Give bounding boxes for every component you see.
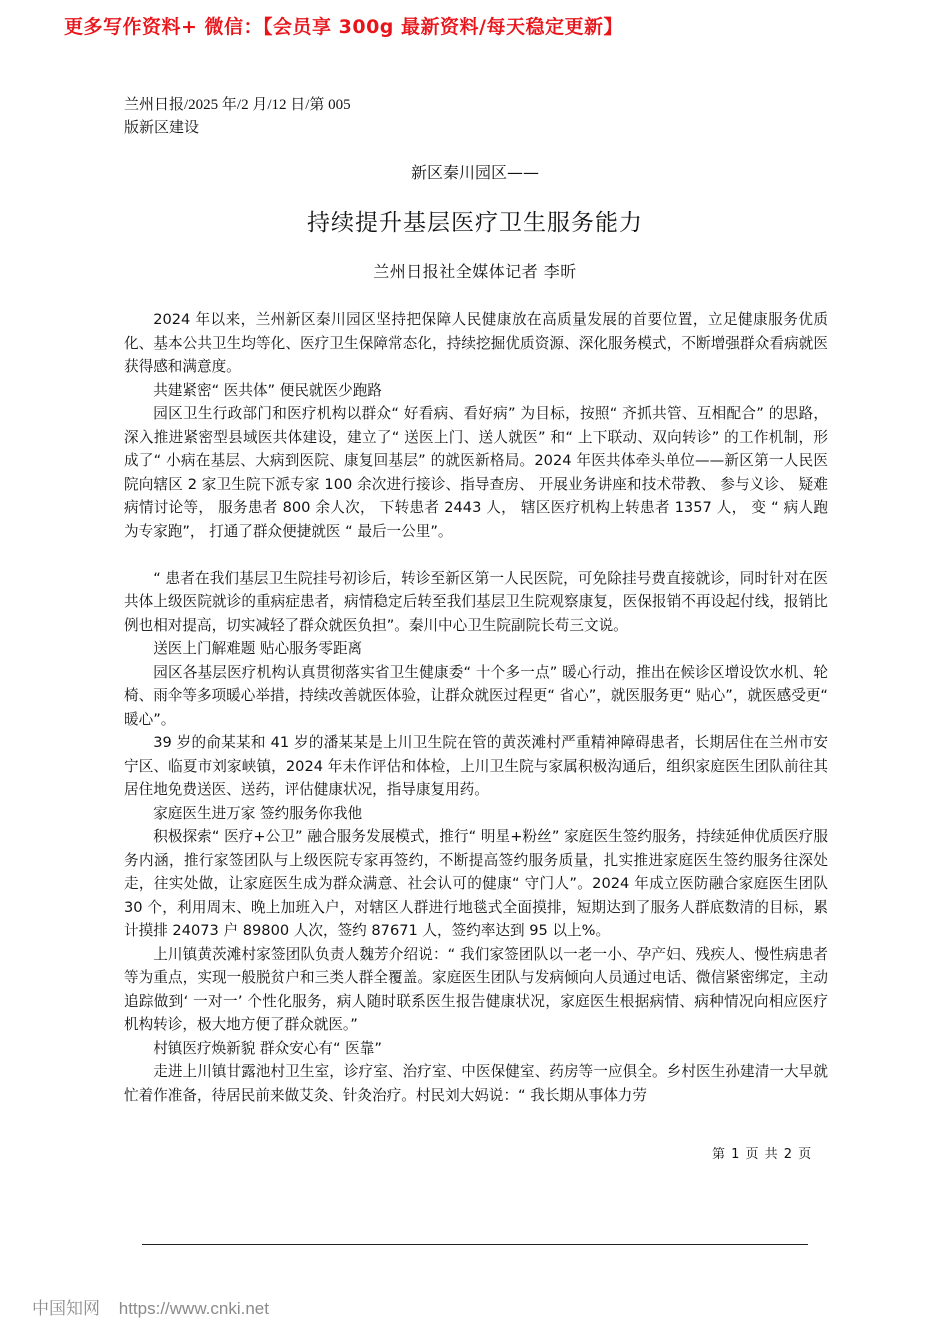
section-heading: 村镇医疗焕新貌 群众安心有“ 医靠” — [153, 1039, 382, 1057]
article-kicker: 新区秦川园区—— — [410, 163, 539, 182]
cnki-url: https://www.cnki.net — [118, 1299, 269, 1318]
article-headline: 持续提升基层医疗卫生服务能力 — [307, 210, 643, 236]
cnki-logo-text: 中国知网 — [32, 1299, 100, 1319]
section-heading: 送医上门解难题 贴心服务零距离 — [153, 640, 363, 657]
paragraph-quote: 上川镇黄茨滩村家签团队负责人魏芳介绍说：“ 我们家签团队以一老一小、孕产妇、残疾人、慢性病患者等为重点，实现一般脱贫户和三类人群全覆盖。家庭医生团队与发病倾向人员通过电话、微信紧密绑定，主动追踪做到‘ 一对一’ 个性化服务，病人随时联系医生报告健康状况，家庭医生根据病情、病种情况向相应医疗机构转诊，极大地方便了群众就医。” — [124, 945, 828, 1033]
paragraph: 园区各基层医疗机构认真贯彻落实省卫生健康委“ 十个多一点” 暖心行动，推出在候诊区增设饮水机、轮椅、雨伞等多项暖心举措，持续改善就医体验，让群众就医过程更“ 省心”，就医服务更“ 贴心”，就医感受更“ 暖心”。 — [124, 663, 828, 728]
section-heading: 家庭医生进万家 签约服务你我他 — [153, 804, 363, 822]
paragraph-quote: “ 患者在我们基层卫生院挂号初诊后，转诊至新区第一人民医院，可免除挂号费直接就诊，同时针对在医共体上级医院就诊的重病症患者，病情稳定后转至我们基层卫生院观察康复，医保报销不再设起付线，报销比例也相对提高，切实减轻了群众就医负担”。秦川中心卫生院副院长苟三文说。 — [124, 569, 828, 634]
paragraph: 走进上川镇甘露池村卫生室，诊疗室、治疗室、中医保健室、药房等一应俱全。乡村医生孙建清一大早就忙着作准备，待居民前来做艾灸、针灸治疗。村民刘大妈说：“ 我长期从事体力劳 — [124, 1063, 828, 1104]
section-heading: 共建紧密“ 医共体” 便民就医少跑路 — [153, 381, 382, 399]
article-byline: 兰州日报社全媒体记者 李昕 — [373, 262, 577, 281]
publication-meta-line1: 兰州日报/2025 年/2 月/12 日/第 005 — [124, 97, 351, 113]
paragraph: 39 岁的俞某某和 41 岁的潘某某是上川卫生院在管的黄茨滩村严重精神障碍患者，长期居住在兰州市安宁区、临夏市刘家峡镇，2024 年未作评估和体检，上川卫生院与家属积极沟通后，组织家庭医生团队前往其居住地免费送医、送药，评估健康状况，指导康复用药。 — [124, 734, 828, 798]
publication-meta — [124, 94, 351, 138]
publication-meta-line2: 版新区建设 — [124, 118, 200, 136]
cnki-watermark — [32, 1294, 269, 1319]
footer-divider — [142, 1244, 808, 1245]
promo-banner: 更多写作资料+ 微信：【会员享 300g 最新资料/每天稳定更新】 — [64, 16, 623, 38]
article-body — [124, 308, 828, 1107]
paragraph: 积极探索“ 医疗+公卫” 融合服务发展模式，推行“ 明星+粉丝” 家庭医生签约服务，持续延伸优质医疗服务内涵，推行家签团队与上级医院专家再签约，不断提高签约服务质量，扎实推进家庭医生签约服务往深处走，往实处做，让家庭医生成为群众满意、社会认可的健康“ 守门人”。2024 年成立医防融合家庭医生团队 30 个，利用周末、晚上加班入户，对辖区人群进行地毯式全面摸排，短期达到了服务人群底数清的目标，累计摸排 24073 户 89800 人次，签约 87671 人，签约率达到 95 以上%。 — [124, 828, 828, 939]
page-number: 第 1 页 共 2 页 — [712, 1147, 813, 1162]
paragraph-intro: 2024 年以来，兰州新区秦川园区坚持把保障人民健康放在高质量发展的首要位置，立足健康服务优质化、基本公共卫生均等化、医疗卫生保障常态化，持续挖掘优质资源、深化服务模式，不断增强群众看病就医获得感和满意度。 — [124, 311, 828, 375]
paragraph: 园区卫生行政部门和医疗机构以群众“ 好看病、看好病” 为目标，按照“ 齐抓共管、互相配合” 的思路，深入推进紧密型县域医共体建设，建立了“ 送医上门、送人就医” 和“ 上下联动、双向转诊” 的工作机制，形成了“ 小病在基层、大病到医院、康复回基层” 的就医新格局。2024 年医共体牵头单位——新区第一人民医院向辖区 2 家卫生院下派专家 100 余次进行接诊、指导查房、 开展业务讲座和技术带教、 参与义诊、 疑难病情讨论等， 服务患者 800 余人次， 下转患者 2443 人， 辖区医疗机构上转患者 1357 人， 变 “ 病人跑为专家跑”， 打通了群众便捷就医 “ 最后一公里”。 — [124, 405, 828, 540]
